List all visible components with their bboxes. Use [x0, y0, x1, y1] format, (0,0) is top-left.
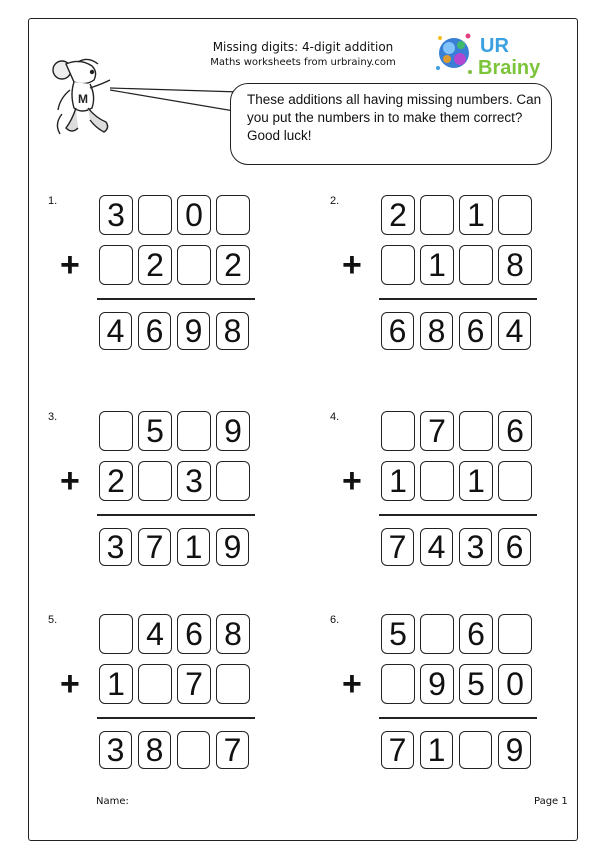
digit-box[interactable]: [138, 461, 172, 501]
digit-box[interactable]: 7: [420, 411, 454, 451]
name-label: Name:: [96, 796, 129, 807]
plus-sign: +: [342, 246, 362, 284]
digit-box[interactable]: 1: [459, 461, 493, 501]
digit-box[interactable]: [381, 411, 415, 451]
addend-middle-row: [381, 664, 537, 706]
digit-box[interactable]: [216, 195, 250, 235]
digit-box[interactable]: 7: [381, 731, 414, 769]
digit-box[interactable]: 4: [138, 614, 172, 654]
digit-box[interactable]: 3: [177, 461, 211, 501]
digit-box[interactable]: [216, 461, 250, 501]
digit-box[interactable]: 8: [216, 312, 249, 350]
plus-sign: +: [342, 665, 362, 703]
sum-line: [97, 514, 255, 516]
sum-row: [99, 731, 255, 773]
instruction-text: These additions all having missing numbers. Can you put the numbers in to make them correct? Good luck!: [247, 92, 542, 143]
addend-middle-row: [99, 245, 255, 287]
logo-ur-text: UR: [480, 35, 509, 57]
digit-box[interactable]: 3: [99, 528, 132, 566]
speech-pointer-lines: [110, 84, 240, 114]
digit-box[interactable]: 6: [381, 312, 414, 350]
digit-box[interactable]: [459, 731, 492, 769]
plus-sign: +: [60, 665, 80, 703]
digit-box[interactable]: 1: [381, 461, 415, 501]
digit-box[interactable]: [498, 461, 532, 501]
plus-sign: +: [342, 462, 362, 500]
sum-row: [381, 312, 537, 354]
digit-box[interactable]: [498, 195, 532, 235]
problem-3: [48, 411, 308, 601]
digit-box[interactable]: 9: [177, 312, 210, 350]
digit-box[interactable]: 8: [216, 614, 250, 654]
sum-line: [97, 298, 255, 300]
digit-box[interactable]: 4: [498, 312, 531, 350]
addend-middle-row: [99, 461, 255, 503]
problem-number: 4.: [330, 411, 340, 423]
digit-box[interactable]: 5: [459, 664, 493, 704]
digit-box[interactable]: 6: [459, 312, 492, 350]
addend-middle-row: [381, 461, 537, 503]
problem-number: 2.: [330, 195, 340, 207]
mascot-shirt-letter: M: [78, 92, 88, 106]
digit-box[interactable]: [420, 195, 454, 235]
digit-box[interactable]: [459, 245, 493, 285]
digit-box[interactable]: 3: [99, 731, 132, 769]
digit-box[interactable]: [138, 195, 172, 235]
digit-box[interactable]: 3: [99, 195, 133, 235]
digit-box[interactable]: 0: [177, 195, 211, 235]
page-number: Page 1: [534, 796, 568, 807]
digit-box[interactable]: [99, 411, 133, 451]
digit-box[interactable]: 9: [216, 528, 249, 566]
sum-line: [97, 717, 255, 719]
sum-row: [381, 731, 537, 773]
digit-box[interactable]: 1: [99, 664, 133, 704]
digit-box[interactable]: 1: [420, 245, 454, 285]
digit-box[interactable]: 4: [420, 528, 453, 566]
problem-number: 3.: [48, 411, 58, 423]
digit-box[interactable]: 9: [420, 664, 454, 704]
digit-box[interactable]: [420, 461, 454, 501]
sum-row: [381, 528, 537, 570]
digit-box[interactable]: 9: [216, 411, 250, 451]
sum-line: [379, 717, 537, 719]
digit-box[interactable]: 7: [138, 528, 171, 566]
digit-box[interactable]: 6: [498, 528, 531, 566]
sum-line: [379, 514, 537, 516]
addend-top-row: [99, 614, 255, 656]
problem-number: 1.: [48, 195, 58, 207]
digit-box[interactable]: 6: [177, 614, 211, 654]
digit-box[interactable]: 7: [177, 664, 211, 704]
digit-box[interactable]: [459, 411, 493, 451]
plus-sign: +: [60, 246, 80, 284]
digit-box[interactable]: [420, 614, 454, 654]
digit-box[interactable]: [177, 245, 211, 285]
digit-box[interactable]: 7: [216, 731, 249, 769]
digit-box[interactable]: 6: [498, 411, 532, 451]
digit-box[interactable]: [138, 664, 172, 704]
problem-6: [330, 614, 590, 804]
addend-top-row: [99, 195, 255, 237]
addend-middle-row: [99, 664, 255, 706]
digit-box[interactable]: 7: [381, 528, 414, 566]
addend-top-row: [381, 614, 537, 656]
page-subtitle: Maths worksheets from urbrainy.com: [210, 57, 396, 68]
digit-box[interactable]: 5: [381, 614, 415, 654]
digit-box[interactable]: [99, 245, 133, 285]
digit-box[interactable]: 1: [459, 195, 493, 235]
digit-box[interactable]: [177, 731, 210, 769]
digit-box[interactable]: 1: [420, 731, 453, 769]
digit-box[interactable]: 2: [138, 245, 172, 285]
sum-line: [379, 298, 537, 300]
digit-box[interactable]: 8: [498, 245, 532, 285]
digit-box[interactable]: [177, 411, 211, 451]
digit-box[interactable]: 6: [459, 614, 493, 654]
problem-4: [330, 411, 590, 601]
digit-box[interactable]: [99, 614, 133, 654]
addend-top-row: [381, 195, 537, 237]
addend-top-row: [99, 411, 255, 453]
digit-box[interactable]: [381, 664, 415, 704]
digit-box[interactable]: 2: [381, 195, 415, 235]
digit-box[interactable]: 1: [177, 528, 210, 566]
digit-box[interactable]: 8: [420, 312, 453, 350]
digit-box[interactable]: 5: [138, 411, 172, 451]
digit-box[interactable]: 8: [138, 731, 171, 769]
digit-box[interactable]: [216, 664, 250, 704]
digit-box[interactable]: 0: [498, 664, 532, 704]
addend-top-row: [381, 411, 537, 453]
digit-box[interactable]: [381, 245, 415, 285]
digit-box[interactable]: 9: [498, 731, 531, 769]
digit-box[interactable]: 4: [99, 312, 132, 350]
digit-box[interactable]: 3: [459, 528, 492, 566]
problem-1: [48, 195, 308, 385]
urbrainy-logo: [434, 28, 554, 82]
sum-row: [99, 312, 255, 354]
plus-sign: +: [60, 462, 80, 500]
problem-5: [48, 614, 308, 804]
problem-number: 5.: [48, 614, 58, 626]
addend-middle-row: [381, 245, 537, 287]
problem-number: 6.: [330, 614, 340, 626]
problem-2: [330, 195, 590, 385]
digit-box[interactable]: 6: [138, 312, 171, 350]
digit-box[interactable]: [498, 614, 532, 654]
digit-box[interactable]: 2: [216, 245, 250, 285]
sum-row: [99, 528, 255, 570]
logo-brainy-text: Brainy: [478, 57, 541, 79]
page-title: Missing digits: 4-digit addition: [212, 40, 394, 54]
digit-box[interactable]: 2: [99, 461, 133, 501]
